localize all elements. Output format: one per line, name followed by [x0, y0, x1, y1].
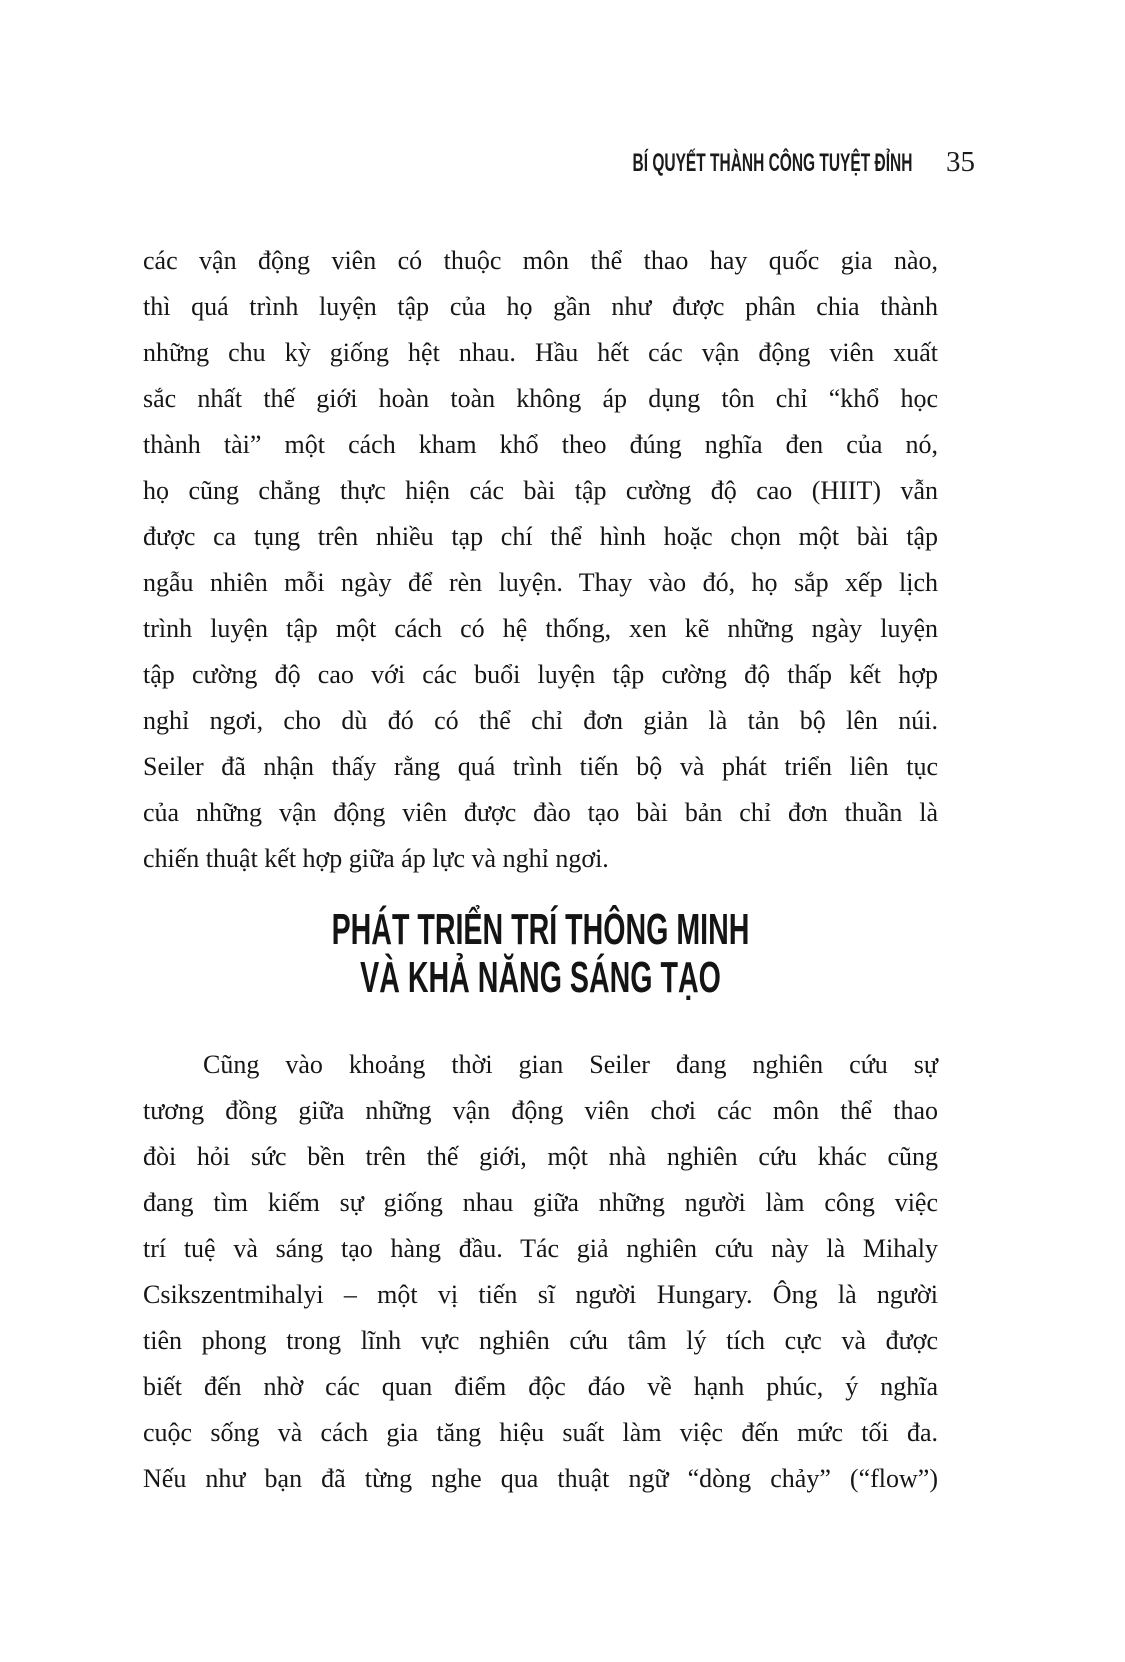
text-line: đòi hỏi sức bền trên thế giới, một nhà nghiên cứu khác cũng — [143, 1142, 938, 1171]
text-line: Csikszentmihalyi – một vị tiến sĩ người Hungary. Ông là người — [143, 1280, 938, 1309]
text-line: Seiler đã nhận thấy rằng quá trình tiến bộ và phát triển liên tục — [143, 752, 938, 781]
text-line: Nếu như bạn đã từng nghe qua thuật ngữ “dòng chảy” (“flow”) — [143, 1464, 938, 1493]
paragraph-2 — [143, 1042, 938, 1502]
text-line: tương đồng giữa những vận động viên chơi các môn thể thao — [143, 1096, 938, 1125]
text-line: thành tài” một cách kham khổ theo đúng nghĩa đen của nó, — [143, 430, 938, 459]
text-line: nghỉ ngơi, cho dù đó có thể chỉ đơn giản là tản bộ lên núi. — [143, 706, 938, 735]
text-line: những chu kỳ giống hệt nhau. Hầu hết các vận động viên xuất — [143, 338, 938, 367]
text-line: đang tìm kiếm sự giống nhau giữa những người làm công việc — [143, 1188, 938, 1217]
text-line: cuộc sống và cách gia tăng hiệu suất làm việc đến mức tối đa. — [143, 1418, 938, 1447]
text-line: trình luyện tập một cách có hệ thống, xen kẽ những ngày luyện — [143, 614, 938, 643]
text-line: chiến thuật kết hợp giữa áp lực và nghỉ ngơi. — [143, 844, 609, 873]
text-line: ngẫu nhiên mỗi ngày để rèn luyện. Thay vào đó, họ sắp xếp lịch — [143, 568, 938, 597]
text-line: tiên phong trong lĩnh vực nghiên cứu tâm lý tích cực và được — [143, 1326, 938, 1355]
text-line: của những vận động viên được đào tạo bài bản chỉ đơn thuần là — [143, 798, 938, 827]
section-heading-line: VÀ KHẢ NĂNG SÁNG TẠO — [360, 953, 721, 1002]
page-number: 35 — [946, 146, 975, 178]
text-line: các vận động viên có thuộc môn thể thao hay quốc gia nào, — [143, 246, 938, 275]
text-line: biết đến nhờ các quan điểm độc đáo về hạnh phúc, ý nghĩa — [143, 1372, 938, 1401]
section-heading — [143, 906, 938, 1002]
text-line: họ cũng chẳng thực hiện các bài tập cường độ cao (HIIT) vẫn — [143, 476, 938, 505]
paragraph-1 — [143, 238, 938, 882]
text-line: sắc nhất thế giới hoàn toàn không áp dụng tôn chỉ “khổ học — [143, 384, 938, 413]
text-line: thì quá trình luyện tập của họ gần như được phân chia thành — [143, 292, 938, 321]
text-line: trí tuệ và sáng tạo hàng đầu. Tác giả nghiên cứu này là Mihaly — [143, 1234, 938, 1263]
section-heading-line: PHÁT TRIỂN TRÍ THÔNG MINH — [331, 905, 750, 954]
text-line: Cũng vào khoảng thời gian Seiler đang nghiên cứu sự — [203, 1050, 938, 1079]
text-line: tập cường độ cao với các buổi luyện tập cường độ thấp kết hợp — [143, 660, 938, 689]
running-title: BÍ QUYẾT THÀNH CÔNG TUYỆT ĐỈNH — [632, 149, 912, 177]
page-header — [143, 146, 975, 179]
text-line: được ca tụng trên nhiều tạp chí thể hình hoặc chọn một bài tập — [143, 522, 938, 551]
